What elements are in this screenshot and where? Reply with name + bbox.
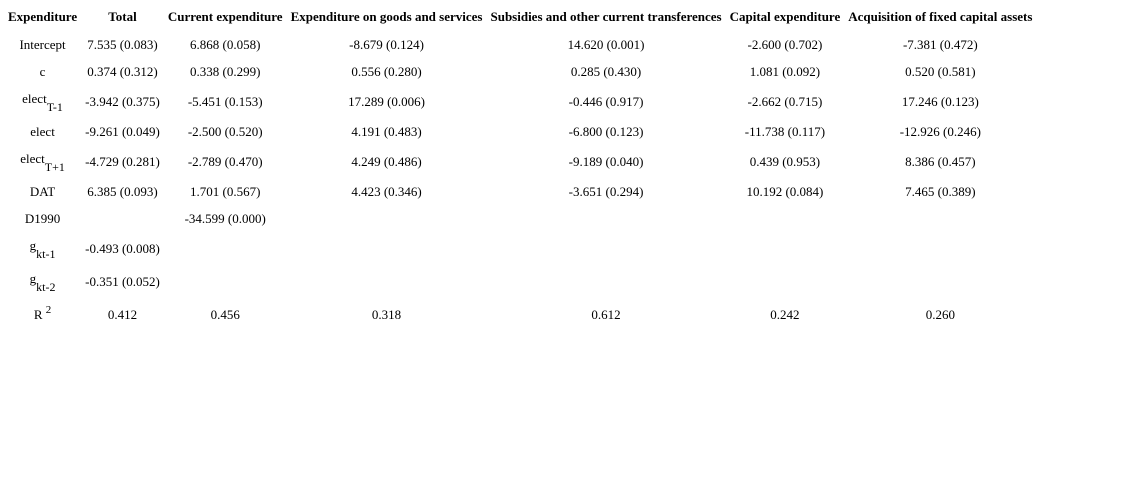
table-cell [726, 205, 845, 232]
row-label-base: elect [30, 123, 55, 139]
table-cell [726, 232, 845, 265]
table-cell: 4.191 (0.483) [351, 123, 422, 139]
table-cell: -0.493 (0.008) [85, 240, 160, 256]
table-cell: -8.679 (0.124) [349, 36, 424, 52]
table-cell: 0.318 [371, 306, 402, 322]
table-cell: 0.338 (0.299) [190, 63, 261, 79]
row-label [4, 85, 81, 118]
table-cell: -2.500 (0.520) [187, 123, 263, 139]
row-label [4, 205, 81, 232]
table-row-dat [4, 178, 1036, 205]
table-cell: -5.451 (0.153) [187, 93, 263, 109]
row-label-base: R [33, 306, 43, 322]
table-cell [486, 205, 725, 232]
row-label-subscript: kt-1 [36, 246, 56, 261]
row-label-base: DAT [29, 183, 56, 199]
table-cell: -34.599 (0.000) [184, 210, 266, 226]
table-cell [844, 265, 1036, 298]
table-cell [486, 232, 725, 265]
table-cell [287, 265, 487, 298]
row-label [4, 232, 81, 265]
table-cell: -0.351 (0.052) [85, 273, 160, 289]
column-header-capital-expenditure: Capital expenditure [729, 9, 841, 24]
row-label-superscript: 2 [45, 303, 52, 316]
column-header-goods-and-services: Expenditure on goods and services [290, 9, 483, 24]
table-cell: -6.800 (0.123) [568, 123, 644, 139]
table-row-g-kt-minus-1 [4, 232, 1036, 265]
row-label [4, 298, 81, 331]
row-label-base: g [29, 270, 37, 286]
table-cell: 7.535 (0.083) [87, 36, 158, 52]
table-cell: 17.289 (0.006) [348, 93, 425, 109]
table-cell: 17.246 (0.123) [901, 93, 979, 109]
table-cell: -12.926 (0.246) [899, 123, 981, 139]
table-cell: 10.192 (0.084) [746, 183, 824, 199]
table-cell: -11.738 (0.117) [744, 123, 826, 139]
table-cell: -7.381 (0.472) [902, 36, 978, 52]
row-label [4, 118, 81, 145]
table-cell: -9.189 (0.040) [568, 153, 644, 169]
table-cell: 0.412 [107, 306, 138, 322]
table-cell: 1.081 (0.092) [749, 63, 821, 79]
table-cell [844, 205, 1036, 232]
table-row-elect [4, 118, 1036, 145]
row-label-base: Intercept [19, 36, 66, 52]
row-label [4, 265, 81, 298]
column-header-subsidies-transferences: Subsidies and other current transferences [490, 9, 722, 24]
row-label [4, 145, 81, 178]
table-cell [726, 265, 845, 298]
table-cell: 1.701 (0.567) [190, 183, 261, 199]
table-cell: 6.868 (0.058) [190, 36, 261, 52]
table-cell: -2.600 (0.702) [747, 36, 823, 52]
row-label-base: elect [20, 150, 45, 166]
regression-results-table [4, 4, 1036, 331]
row-label-subscript: T-1 [46, 99, 63, 114]
header-row [4, 4, 1036, 31]
table-cell [486, 265, 725, 298]
table-cell: 14.620 (0.001) [567, 36, 645, 52]
table-cell: -2.662 (0.715) [747, 93, 823, 109]
table-cell [164, 265, 287, 298]
table-cell: 0.242 [770, 306, 800, 322]
row-label-base: c [39, 63, 46, 79]
table-cell [81, 205, 164, 232]
table-cell: 0.556 (0.280) [351, 63, 422, 79]
table-cell [287, 232, 487, 265]
row-label-subscript: kt-2 [36, 279, 56, 294]
table-cell: -0.446 (0.917) [568, 93, 644, 109]
table-row-elect-t-plus-1 [4, 145, 1036, 178]
table-row-r-squared [4, 298, 1036, 331]
row-label [4, 58, 81, 85]
table-row-d1990 [4, 205, 1036, 232]
table-row-intercept [4, 31, 1036, 58]
table-cell: 0.612 [591, 306, 621, 322]
table-cell: 0.439 (0.953) [749, 153, 821, 169]
row-label-subscript: T+1 [44, 159, 65, 174]
table-cell [287, 205, 487, 232]
table-cell: -4.729 (0.281) [85, 153, 160, 169]
row-label-base: elect [22, 90, 47, 106]
table-cell: 4.249 (0.486) [351, 153, 422, 169]
row-label-base: D1990 [24, 210, 61, 226]
column-header-expenditure: Expenditure [8, 9, 78, 24]
column-header-fixed-capital-assets: Acquisition of fixed capital assets [848, 9, 1033, 24]
table-row-elect-t-minus-1 [4, 85, 1036, 118]
column-header-total: Total [108, 9, 137, 24]
table-cell: 0.374 (0.312) [87, 63, 158, 79]
table-cell: 4.423 (0.346) [351, 183, 422, 199]
table-row-c [4, 58, 1036, 85]
table-cell [164, 232, 287, 265]
row-label [4, 178, 81, 205]
table-cell: -3.651 (0.294) [568, 183, 644, 199]
row-label-base: g [29, 237, 37, 253]
table-cell: -9.261 (0.049) [85, 123, 160, 139]
column-header-current-expenditure: Current expenditure [167, 9, 283, 24]
table-cell: 0.260 [925, 306, 955, 322]
table-cell [844, 232, 1036, 265]
table-cell: -3.942 (0.375) [85, 93, 160, 109]
table-cell: 6.385 (0.093) [87, 183, 158, 199]
table-cell: -2.789 (0.470) [187, 153, 263, 169]
table-cell: 7.465 (0.389) [905, 183, 976, 199]
table-cell: 8.386 (0.457) [905, 153, 976, 169]
table-cell: 0.285 (0.430) [570, 63, 642, 79]
table-cell: 0.456 [210, 306, 240, 322]
table-row-g-kt-minus-2 [4, 265, 1036, 298]
table-cell: 0.520 (0.581) [905, 63, 976, 79]
row-label [4, 31, 81, 58]
